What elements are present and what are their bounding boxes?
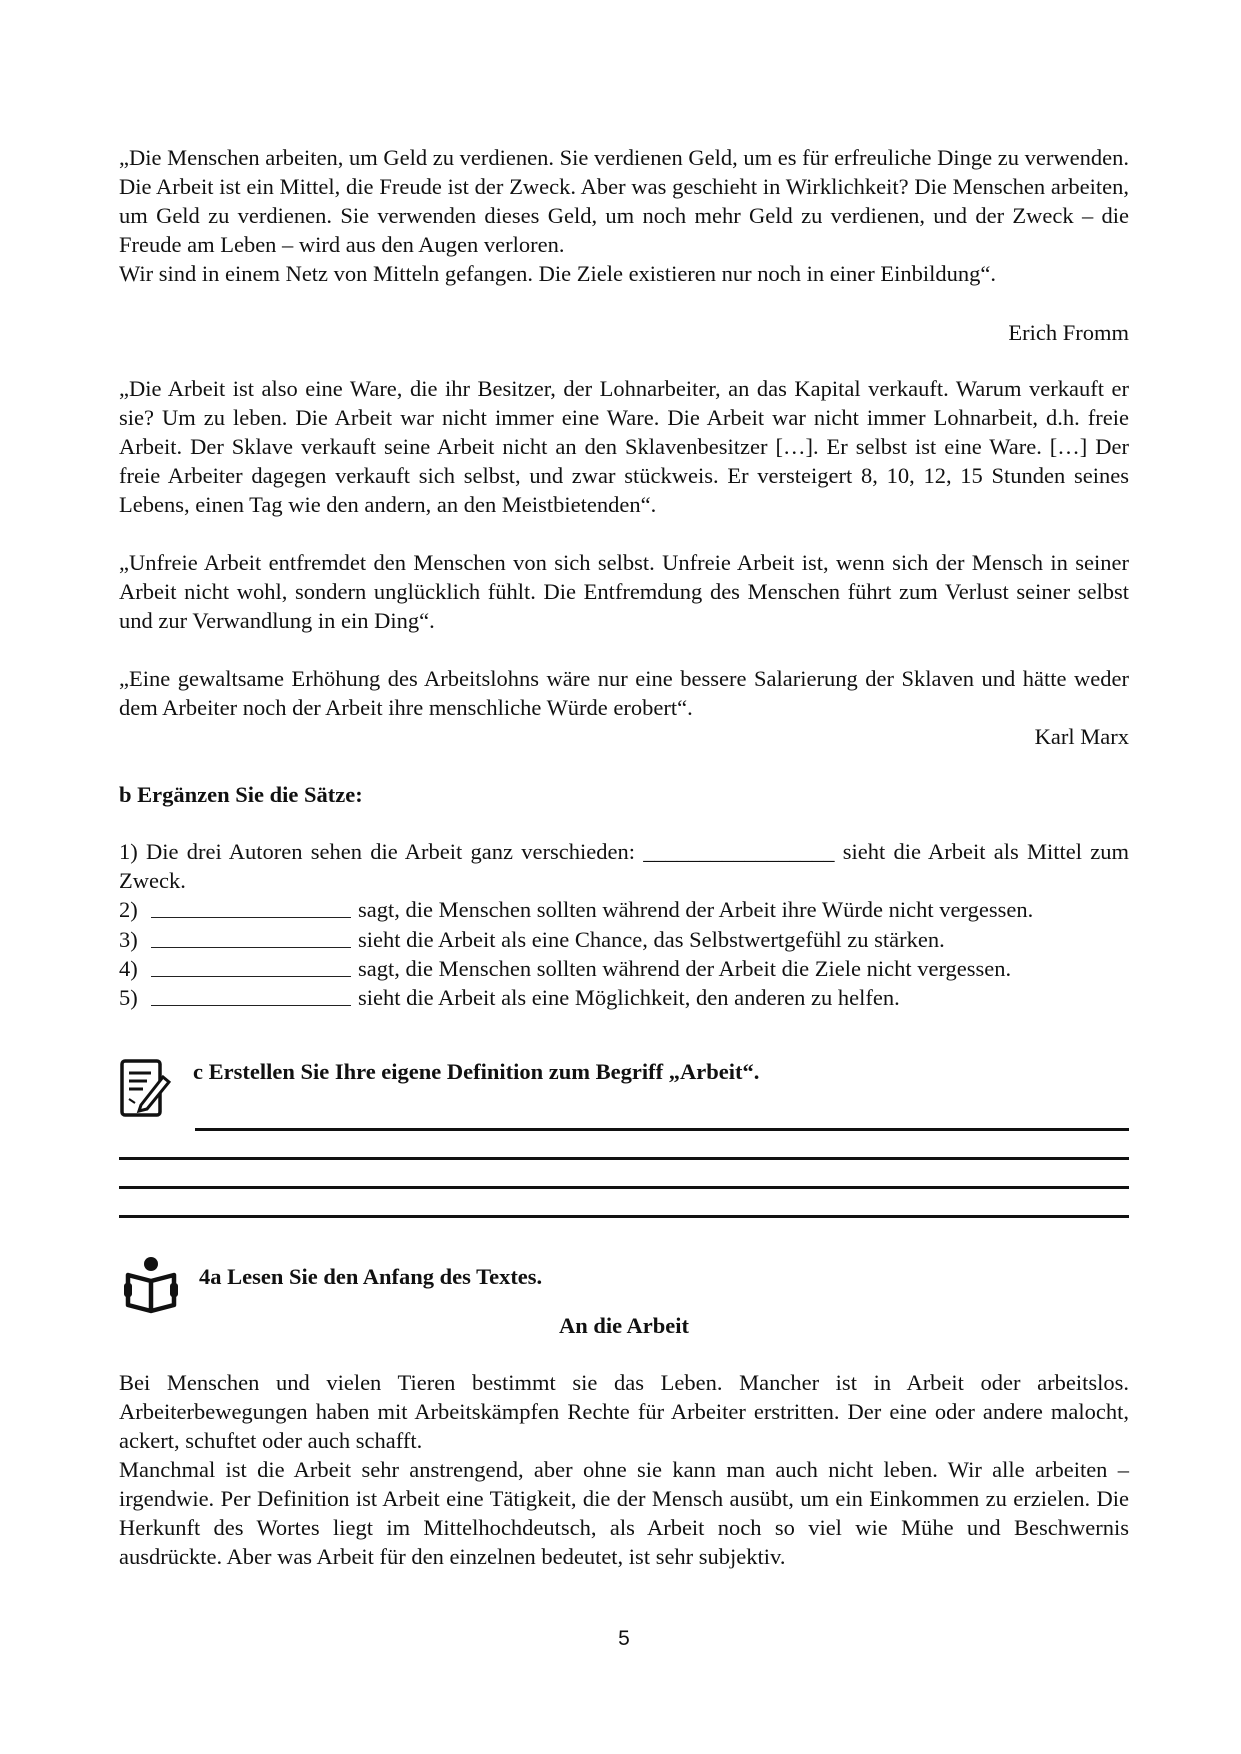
fill-in-blank[interactable] (151, 954, 351, 977)
reading-task-icon (122, 1255, 180, 1315)
quote-fromm-text-2: Wir sind in einem Netz von Mitteln gefangen. Die Ziele existieren nur noch in einer Einbildung“. (119, 261, 996, 286)
task-b-sentence-1 (119, 837, 1129, 895)
answer-line[interactable] (119, 1157, 1129, 1160)
text-paragraph-1: Bei Menschen und vielen Tieren bestimmt sie das Leben. Mancher ist in Arbeit oder arbeitslos. Arbeiterbewegungen haben mit Arbeitskämpfen Rechte für Arbeiter erstritten. Der eine oder andere malocht, ackert, schuftet oder auch schafft. (119, 1370, 1129, 1453)
quote-fromm-text: „Die Menschen arbeiten, um Geld zu verdienen. Sie verdienen Geld, um es für erfreuliche Dinge zu verwenden. Die Arbeit ist ein Mittel, die Freude ist der Zweck. Aber was geschieht in Wirklichkeit? Die Menschen arbeiten, um Geld zu verdienen. Sie verwenden dieses Geld, um noch mehr Geld zu verdienen, und der Zweck – die Freude am Leben – wird aus den Augen verloren. (119, 145, 1129, 257)
sentence-text: sieht die Arbeit als eine Möglichkeit, den anderen zu helfen. (358, 985, 900, 1010)
sentence-number: 5) (119, 985, 138, 1010)
quote-marx-3: „Eine gewaltsame Erhöhung des Arbeitslohns wäre nur eine bessere Salarierung der Sklaven und hätte weder dem Arbeiter noch der Arbeit ihre menschliche Würde erobert“. (119, 666, 1129, 720)
answer-line[interactable] (195, 1128, 1129, 1131)
author-fromm: Erich Fromm (1008, 320, 1129, 345)
fill-in-blank[interactable] (151, 983, 351, 1006)
fill-in-blank[interactable] (151, 925, 351, 948)
task-b-sentence-2 (119, 895, 1033, 924)
quote-fromm (119, 143, 1129, 288)
sentence-text: sieht die Arbeit als eine Chance, das Selbstwertgefühl zu stärken. (358, 927, 945, 952)
answer-line[interactable] (119, 1186, 1129, 1189)
task-4a-heading: 4a Lesen Sie den Anfang des Textes. (199, 1264, 543, 1289)
quote-marx-1: „Die Arbeit ist also eine Ware, die ihr Besitzer, der Lohnarbeiter, an das Kapital verkauft. Warum verkauft er sie? Um zu leben. Die Arbeit war nicht immer eine Ware. Die Arbeit war nicht immer Lohnarbeit, d.h. freie Arbeit. Der Sklave verkauft seine Arbeit nicht an den Sklavenbesitzer […]. Er selbst ist eine Ware. […] Der freie Arbeiter dagegen verkauft sich selbst, und zwar stückweis. Er versteigert 8, 10, 12, 15 Stunden seines Lebens, einen Tag wie den andern, an den Meistbietenden“. (119, 376, 1129, 517)
task-b-sentence-5 (119, 983, 900, 1012)
sentence-number: 2) (119, 897, 138, 922)
sentence-text: sagt, die Menschen sollten während der Arbeit ihre Würde nicht vergessen. (358, 897, 1034, 922)
sentence-1-before: 1) Die drei Autoren sehen die Arbeit ganz verschieden: (119, 839, 644, 864)
sentence-text: sagt, die Menschen sollten während der Arbeit die Ziele nicht vergessen. (358, 956, 1012, 981)
fill-in-blank[interactable] (151, 895, 351, 918)
sentence-number: 3) (119, 927, 138, 952)
answer-line[interactable] (119, 1215, 1129, 1218)
text-title: An die Arbeit (558, 1313, 689, 1338)
author-marx: Karl Marx (1034, 724, 1129, 749)
sentence-1-after: sieht die Arbeit als Mittel zum Zweck. (119, 839, 1130, 893)
sentence-1-blank[interactable]: _________________ (643, 839, 835, 864)
page-number: 5 (618, 1627, 630, 1650)
task-c-heading: c Erstellen Sie Ihre eigene Definition zum Begriff „Arbeit“. (193, 1059, 760, 1084)
task-b-sentence-3 (119, 925, 945, 954)
task-b-sentence-4 (119, 954, 1011, 983)
sentence-number: 4) (119, 956, 138, 981)
quote-marx-2: „Unfreie Arbeit entfremdet den Menschen von sich selbst. Unfreie Arbeit ist, wenn sich der Mensch in seiner Arbeit nicht wohl, sondern unglücklich fühlt. Die Entfremdung des Menschen führt zum Verlust seiner selbst und zur Verwandlung in ein Ding“. (119, 550, 1129, 633)
text-paragraph-2: Manchmal ist die Arbeit sehr anstrengend, aber ohne sie kann man auch nicht leben. Wir alle arbeiten – irgendwie. Per Definition ist Arbeit eine Tätigkeit, die der Mensch ausübt, um ein Einkommen zu erzielen. Die Herkunft des Wortes liegt im Mittelhochdeutsch, als Arbeit noch so viel wie Mühe und Beschwernis ausdrückte. Aber was Arbeit für den einzelnen bedeutet, ist sehr subjektiv. (119, 1457, 1129, 1569)
writing-task-icon (119, 1057, 171, 1119)
task-b-heading: b Ergänzen Sie die Sätze: (119, 782, 363, 807)
